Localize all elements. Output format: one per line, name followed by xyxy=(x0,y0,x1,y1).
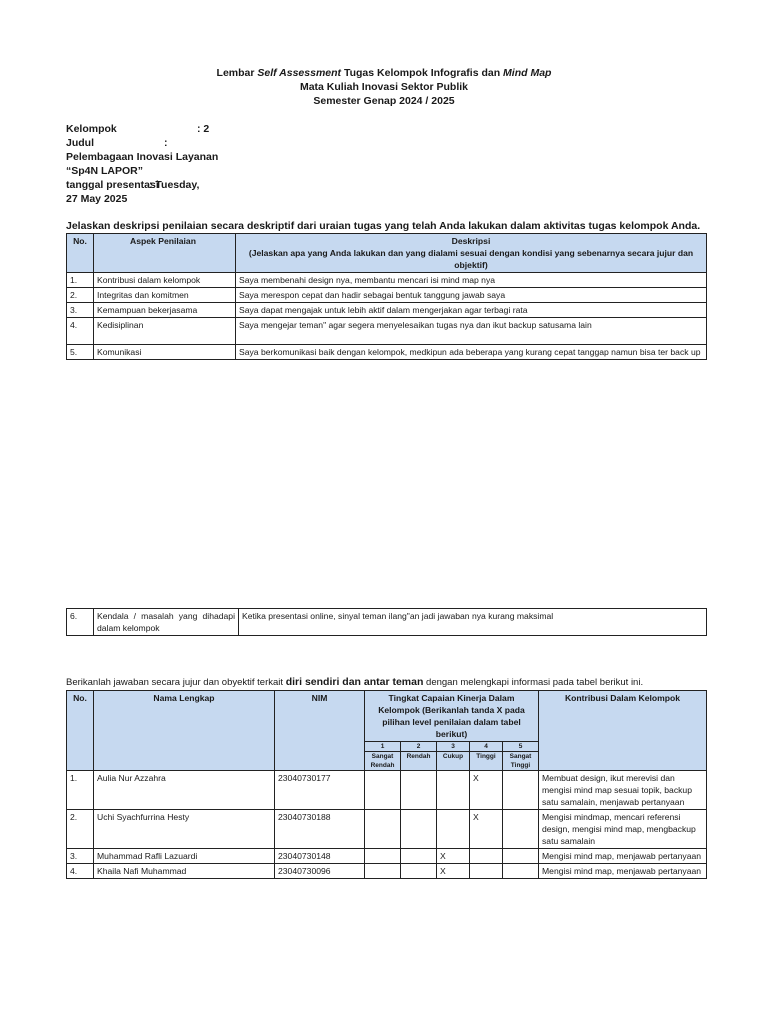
header-nim: NIM xyxy=(275,691,365,771)
assessment-table xyxy=(66,233,707,360)
level-number-row: 1 2 3 4 5 xyxy=(67,742,707,752)
section-1-prompt: Jelaskan deskripsi penilaian secara deskriptif dari uraian tugas yang telah Anda lakukan dalam aktivitas tugas kelompok Anda. xyxy=(66,220,701,232)
table-header-row xyxy=(67,691,707,742)
header-no: No. xyxy=(67,234,94,273)
table-row: 4. Khaila Nafi Muhammad 23040730096 X Mengisi mind map, menjawab pertanyaan xyxy=(67,864,707,879)
judul-text-1: Pelembagaan Inovasi Layanan xyxy=(66,151,219,163)
table-row: 5. Komunikasi Saya berkomunikasi baik dengan kelompok, medkipun ada beberapa yang kurang cepat tanggap namun bisa ter back up xyxy=(67,345,707,360)
header-kontribusi: Kontribusi Dalam Kelompok xyxy=(539,691,707,771)
kelompok-value: : 2 xyxy=(197,123,210,135)
judul-label: Judul xyxy=(66,137,94,149)
peer-assessment-table xyxy=(66,690,707,879)
table-row: 2. Integritas dan komitmen Saya merespon cepat dan hadir sebagai bentuk tanggung jawab saya xyxy=(67,288,707,303)
kendala-desc: Ketika presentasi online, sinyal teman ilang"an jadi jawaban nya kurang maksimal xyxy=(239,609,707,636)
title-line-1: Lembar Self Assessment Tugas Kelompok Infografis dan Mind Map xyxy=(216,67,552,79)
header-nama: Nama Lengkap xyxy=(94,691,275,771)
table-row: 3. Kemampuan bekerjasama Saya dapat mengajak untuk lebih aktif dalam mengerjakan agar terbagi rata xyxy=(67,303,707,318)
document-title xyxy=(0,66,768,108)
kendala-table xyxy=(66,608,707,636)
level-name-row: Sangat Rendah Rendah Cukup Tinggi Sangat Tinggi xyxy=(67,752,707,771)
header-aspek: Aspek Penilaian xyxy=(94,234,236,273)
group-info xyxy=(66,122,266,206)
title-line-3: Semester Genap 2024 / 2025 xyxy=(313,95,455,107)
table-row: 4. Kedisiplinan Saya mengejar teman" agar segera menyelesaikan tugas nya dan ikut backup satusama lain xyxy=(67,318,707,345)
tanggal-value: : Tuesday, xyxy=(149,179,200,191)
judul-text-2: “Sp4N LAPOR” xyxy=(66,165,144,177)
tanggal-text-2: 27 May 2025 xyxy=(66,193,128,205)
table-row: 3. Muhammad Rafli Lazuardi 23040730148 X Mengisi mind map, menjawab pertanyaan xyxy=(67,849,707,864)
tanggal-label: tanggal presentasi xyxy=(66,179,159,191)
section-2-prompt: Berikanlah jawaban secara jujur dan obyektif terkait diri sendiri dan antar teman dengan melengkapi informasi pada tabel berikut ini. xyxy=(66,676,644,688)
table-row: 2. Uchi Syachfurrina Hesty 23040730188 X Mengisi mindmap, mencari referensi design, mengisi mind map, mengbackup satu samalain xyxy=(67,810,707,849)
kelompok-label: Kelompok xyxy=(66,123,117,135)
judul-value: : xyxy=(164,137,168,149)
table-row: 1. Kontribusi dalam kelompok Saya membenahi design nya, membantu mencari isi mind map nya xyxy=(67,273,707,288)
title-line-2: Mata Kuliah Inovasi Sektor Publik xyxy=(299,81,469,93)
table-row: 6. Kendala / masalah yang dihadapi dalam kelompok Ketika presentasi online, sinyal teman ilang"an jadi jawaban nya kurang maksimal xyxy=(67,609,707,636)
header-deskripsi: Deskripsi (Jelaskan apa yang Anda lakukan dan yang dialami sesuai dengan kondisi yang sebenarnya secara jujur dan objektif) xyxy=(236,234,707,273)
kendala-label: Kendala / masalah yang dihadapi dalam kelompok xyxy=(94,609,239,636)
header-tingkat: Tingkat Capaian Kinerja Dalam Kelompok (Berikanlah tanda X pada pilihan level penilaian dalam tabel berikut) xyxy=(365,691,539,742)
table-header-row xyxy=(67,234,707,273)
table-row: 1. Aulia Nur Azzahra 23040730177 X Membuat design, ikut merevisi dan mengisi mind map sesuai topik, backup satu samalain, menjawab pertanyaan xyxy=(67,771,707,810)
header-no: No. xyxy=(67,691,94,771)
